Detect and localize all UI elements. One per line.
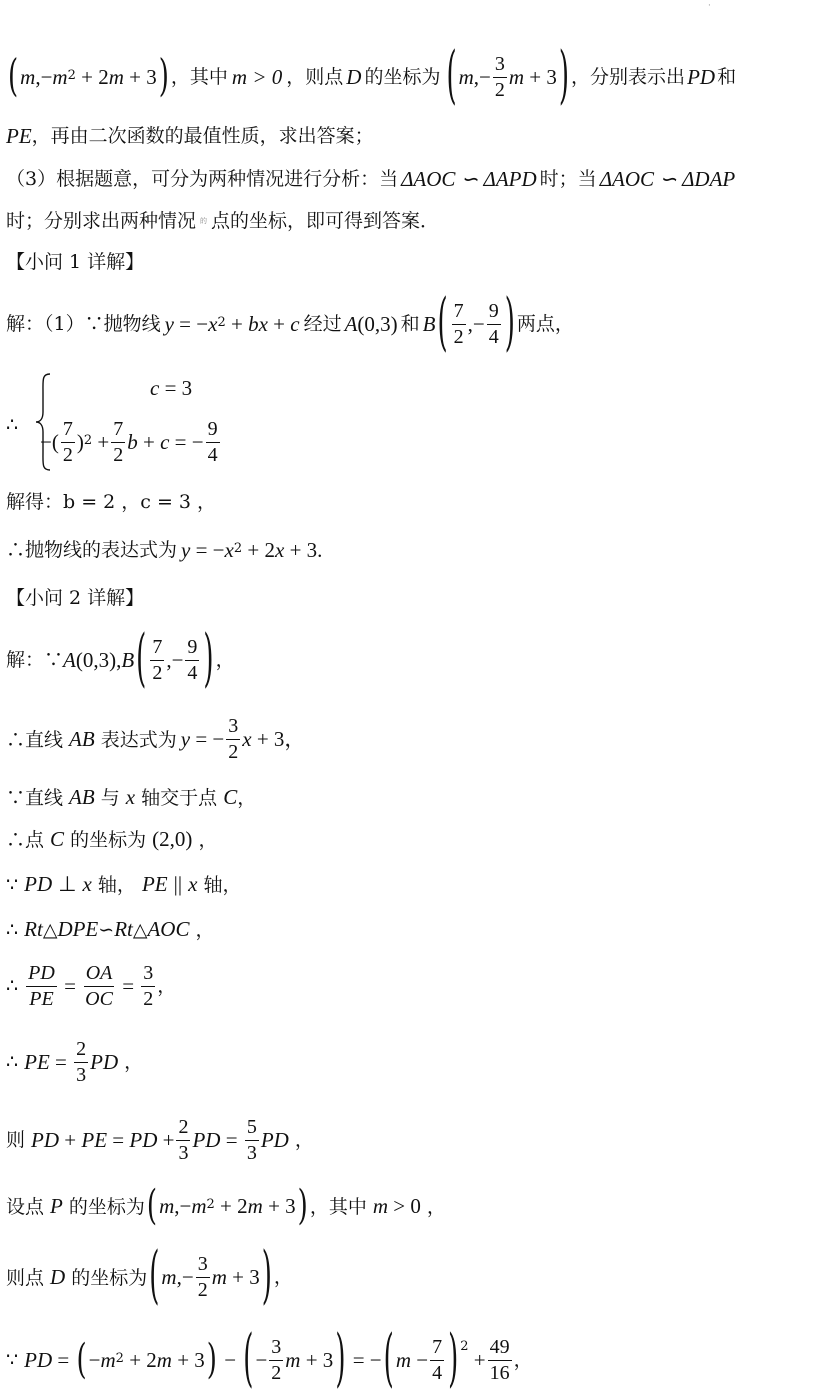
text-fragment: ，其中 m > 0 ， <box>309 1193 446 1218</box>
text-fragment: 解：∵ <box>6 648 64 671</box>
coord-p-expression: ( m ,− m 2 + 2 m + 3 ) <box>146 1182 308 1230</box>
text-fragment: 经过 <box>303 312 342 335</box>
coord-p-expression: ( m ,− m 2 + 2 m + 3 ) <box>8 51 169 103</box>
similarity-2: ΔAOC ∽ ΔDAP <box>599 166 736 191</box>
text-fragment: 点的坐标，即可得到答案． <box>211 209 440 232</box>
perpendicular-line <box>6 870 805 898</box>
text-fragment: ∴点 C 的坐标为 (2,0) ， <box>6 826 218 851</box>
header-mark: · <box>708 1 711 11</box>
heading-text: 【小问 1 详解】 <box>6 250 145 273</box>
text-line-4 <box>6 206 805 236</box>
section-heading-1 <box>6 248 805 276</box>
text-fragment: ∵ PD ⊥ x 轴， PE || x 轴， <box>6 871 242 896</box>
text-fragment: ∴直线 AB 表达式为 <box>6 726 177 751</box>
parabola-expression-line <box>6 536 805 564</box>
text-fragment: 解得：b = 2 ，c = 3 ， <box>6 490 217 513</box>
text-fragment: ，再由二次函数的最值性质，求出答案； <box>31 124 374 147</box>
text-fragment: 时；当 <box>539 167 597 190</box>
therefore-symbol: ∴ <box>6 413 19 436</box>
set-p-line <box>6 1184 805 1228</box>
pe-label: PE <box>6 123 32 148</box>
point-a: A (0,3), <box>63 647 122 672</box>
text-fragment: ∵直线 AB 与 x 轴交于点 C， <box>6 784 257 809</box>
sum-line: 则 PD + PE = PD + $\frac{2}{3}$ PD = $\frac{5}{3}$ PD ， <box>6 1115 314 1164</box>
text-fragment: ，分别表示出 <box>571 65 686 88</box>
text-line-3 <box>6 164 805 194</box>
small-mark: 的 <box>200 216 208 225</box>
pd-expression-line: ∵ PD = ( − m 2 + 2 m + 3 ) − ( − $\frac{3}{2}$ m + 3 ) = − ( m − $\frac{7}{4}$ ) 2 + $\frac{49}{16}$ ， <box>6 1324 533 1396</box>
point-b: B ( $\frac{7}{2}$ ,− $\frac{9}{4}$ ) <box>121 624 214 696</box>
solution-2-line <box>6 624 805 696</box>
solution-1-line <box>6 288 805 360</box>
text-fragment: 的坐标为 <box>364 65 441 88</box>
text-fragment: 则点 D 的坐标为 <box>6 1264 148 1289</box>
point-b: B ( $\frac{7}{2}$ ,− $\frac{9}{4}$ ) <box>422 288 515 360</box>
system-row-2: −( $\frac{7}{2}$ ) 2 + $\frac{7}{2}$ b + c = − $\frac{9}{4}$ <box>40 417 218 466</box>
text-line-2 <box>6 121 805 151</box>
section-heading-2 <box>6 584 805 612</box>
point-c-line <box>6 825 805 853</box>
m-positive: m > 0 <box>231 64 283 89</box>
parabola-equation: y = − x 2 + bx + c <box>164 311 300 336</box>
heading-text: 【小问 2 详解】 <box>6 586 145 609</box>
text-fragment: 两点， <box>516 312 574 335</box>
point-a: A (0,3) <box>344 311 398 336</box>
text-fragment: 解：（1）∵抛物线 <box>6 312 161 335</box>
ratio-line: ∴ $\frac{PD}{PE}$ = $\frac{OA}{OC}$ = $\frac{3}{2}$ ， <box>6 961 177 1010</box>
coord-d-expression: ( m ,− $\frac{3}{2}$ m + 3 ) <box>149 1241 272 1313</box>
pe-line: ∴ PE = $\frac{2}{3}$ PD ， <box>6 1037 144 1086</box>
text-fragment: ∴ Rt△DPE∽Rt△AOC ， <box>6 916 215 941</box>
similar-triangles-line <box>6 915 805 943</box>
point-d-label: D <box>346 64 362 89</box>
solved-line <box>6 488 805 516</box>
text-fragment: 时；分别求出两种情况 <box>6 209 197 232</box>
text-fragment: ，则点 <box>286 65 344 88</box>
point-d-line: 则点 D 的坐标为 ( m ,− $\frac{3}{2}$ m + 3 ) ， <box>6 1241 293 1313</box>
text-fragment: （3）根据题意，可分为两种情况进行分析：当 <box>6 167 399 190</box>
similarity-1: ΔAOC ∽ ΔAPD <box>401 166 537 191</box>
text-fragment: 和 <box>400 312 420 335</box>
text-fragment: 设点 P 的坐标为 <box>6 1193 145 1218</box>
text-line-1 <box>6 41 805 113</box>
line-ab-expression <box>6 712 805 766</box>
text-fragment: 和 <box>717 65 737 88</box>
coord-d-expression: ( m ,− $\frac{3}{2}$ m + 3 ) <box>446 41 570 113</box>
text-fragment: ， <box>215 648 235 671</box>
line-ab-equation: y = − $\frac{3}{2}$ x + 3， <box>180 714 306 763</box>
intersect-line <box>6 783 805 811</box>
system-row-1: c = 3 <box>150 375 193 400</box>
parabola-final-equation: y = − x 2 + 2 x + 3. <box>181 537 323 562</box>
text-fragment: ∴抛物线的表达式为 <box>6 538 178 561</box>
pd-label: PD <box>687 64 716 89</box>
text-fragment: ，其中 <box>170 65 228 88</box>
